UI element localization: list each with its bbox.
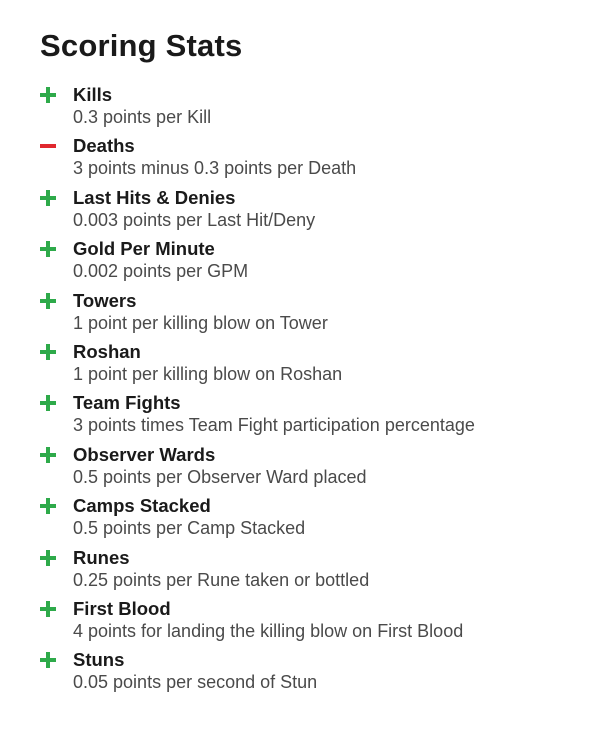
stat-description: 0.25 points per Rune taken or bottled <box>73 569 370 590</box>
plus-glyph <box>40 344 56 360</box>
stat-item-observer-wards <box>40 444 600 495</box>
plus-glyph <box>40 395 56 411</box>
stat-item-stuns <box>40 649 600 700</box>
sign-bar-horizontal <box>40 144 56 148</box>
stat-item-towers <box>40 290 600 341</box>
stat-description: 3 points times Team Fight participation percentage <box>73 415 475 436</box>
stat-item-team-fights <box>40 392 600 443</box>
plus-icon <box>40 241 56 257</box>
stat-name: First Blood <box>73 597 171 619</box>
sign-bar-vertical <box>46 87 50 103</box>
stat-name: Observer Wards <box>73 443 216 465</box>
stat-name: Stuns <box>73 649 125 671</box>
stat-item-roshan <box>40 341 600 392</box>
plus-glyph <box>40 87 56 103</box>
plus-glyph <box>40 241 56 257</box>
sign-bar-vertical <box>46 498 50 514</box>
sign-bar-vertical <box>46 550 50 566</box>
stat-name: Kills <box>73 84 113 105</box>
stat-description: 0.5 points per Camp Stacked <box>73 518 306 539</box>
stat-description: 1 point per killing blow on Tower <box>73 312 328 333</box>
stat-item-runes <box>40 547 600 598</box>
minus-glyph <box>40 138 56 154</box>
page-title: Scoring Stats <box>40 28 243 63</box>
sign-bar-vertical <box>46 293 50 309</box>
plus-glyph <box>40 498 56 514</box>
plus-icon <box>40 190 56 206</box>
stat-item-first-blood <box>40 598 600 649</box>
plus-icon <box>40 293 56 309</box>
stat-item-kills <box>40 84 600 135</box>
stat-name: Roshan <box>73 340 141 362</box>
stat-name: Camps Stacked <box>73 495 211 517</box>
plus-icon <box>40 652 56 668</box>
stat-list <box>40 84 600 701</box>
scoring-stats-panel <box>40 26 600 693</box>
sign-bar-vertical <box>46 601 50 617</box>
plus-icon <box>40 344 56 360</box>
sign-bar-vertical <box>46 447 50 463</box>
plus-glyph <box>40 601 56 617</box>
stat-description: 0.05 points per second of Stun <box>73 672 318 693</box>
stat-name: Team Fights <box>73 392 181 414</box>
stat-name: Gold Per Minute <box>73 238 215 260</box>
stat-description: 0.003 points per Last Hit/Deny <box>73 209 316 230</box>
plus-icon <box>40 87 56 103</box>
plus-icon <box>40 550 56 566</box>
stat-description: 4 points for landing the killing blow on First Blood <box>73 620 464 641</box>
plus-glyph <box>40 550 56 566</box>
sign-bar-vertical <box>46 344 50 360</box>
stat-name: Towers <box>73 289 137 311</box>
sign-bar-vertical <box>46 395 50 411</box>
stat-description: 3 points minus 0.3 points per Death <box>73 158 357 179</box>
sign-bar-vertical <box>46 652 50 668</box>
plus-icon <box>40 447 56 463</box>
stat-name: Last Hits & Denies <box>73 186 236 208</box>
stat-item-camps-stacked <box>40 495 600 546</box>
plus-icon <box>40 395 56 411</box>
plus-glyph <box>40 652 56 668</box>
plus-glyph <box>40 293 56 309</box>
sign-bar-vertical <box>46 190 50 206</box>
stat-item-deaths <box>40 135 600 186</box>
stat-description: 1 point per killing blow on Roshan <box>73 363 343 384</box>
stat-name: Deaths <box>73 135 135 157</box>
minus-icon <box>40 138 56 154</box>
plus-glyph <box>40 447 56 463</box>
plus-icon <box>40 601 56 617</box>
plus-icon <box>40 498 56 514</box>
stat-description: 0.002 points per GPM <box>73 261 249 282</box>
stat-item-gold-per-minute <box>40 238 600 289</box>
stat-description: 0.5 points per Observer Ward placed <box>73 466 367 487</box>
stat-name: Runes <box>73 546 130 568</box>
plus-glyph <box>40 190 56 206</box>
stat-item-last-hits-denies <box>40 187 600 238</box>
stat-description: 0.3 points per Kill <box>73 107 212 127</box>
sign-bar-vertical <box>46 241 50 257</box>
